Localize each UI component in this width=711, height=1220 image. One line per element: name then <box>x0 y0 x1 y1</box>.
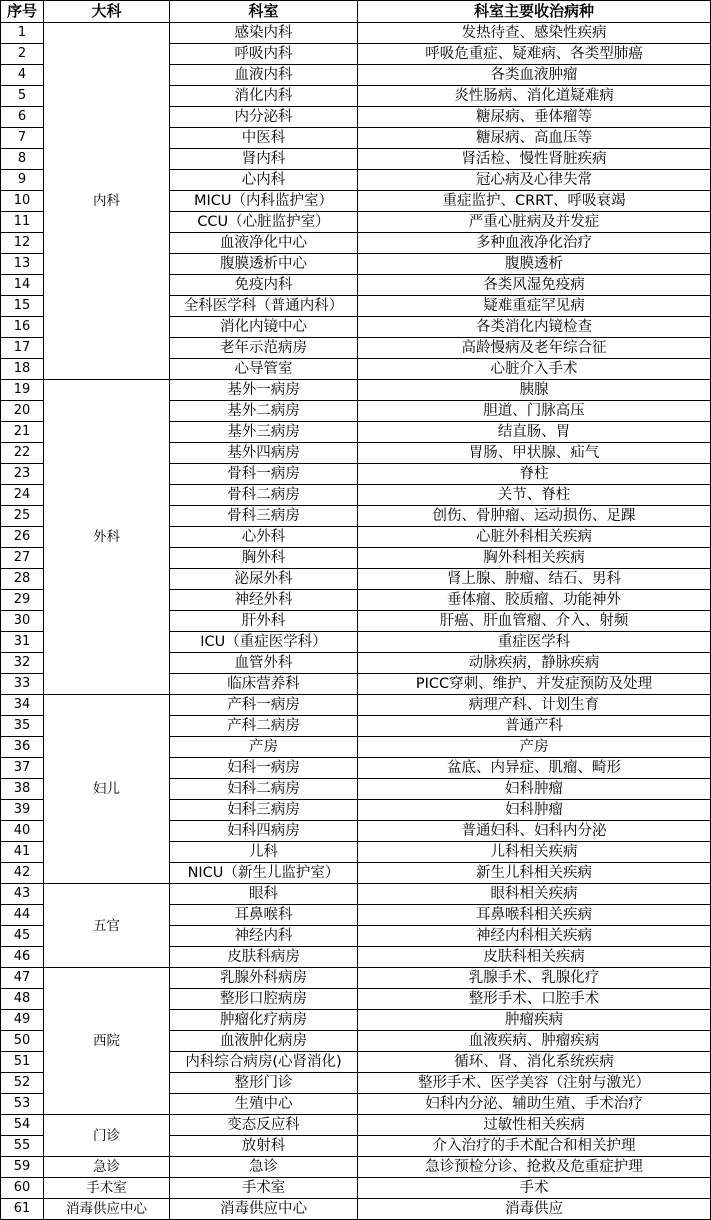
department-cell: 乳腺外科病房 <box>170 968 358 989</box>
header-index: 序号 <box>1 1 44 23</box>
diseases-cell: 胸外科相关疾病 <box>358 548 711 569</box>
department-cell: 儿科 <box>170 842 358 863</box>
diseases-cell: 各类血液肿瘤 <box>358 65 711 86</box>
department-cell: 中医科 <box>170 128 358 149</box>
diseases-cell: 结直肠、胃 <box>358 422 711 443</box>
department-cell: 临床营养科 <box>170 674 358 695</box>
row-index: 1 <box>1 23 44 44</box>
diseases-cell: 循环、肾、消化系统疾病 <box>358 1052 711 1073</box>
table-row <box>1 23 711 44</box>
department-cell: 生殖中心 <box>170 1094 358 1115</box>
diseases-cell: 冠心病及心律失常 <box>358 170 711 191</box>
row-index: 8 <box>1 149 44 170</box>
department-cell: 产科一病房 <box>170 695 358 716</box>
table-body <box>1 23 711 1220</box>
department-cell: 免疫内科 <box>170 275 358 296</box>
table-row <box>1 884 711 905</box>
diseases-cell: 腹膜透析 <box>358 254 711 275</box>
diseases-cell: 肝癌、肝血管瘤、介入、射频 <box>358 611 711 632</box>
division-cell: 西院 <box>44 968 170 1115</box>
row-index: 37 <box>1 758 44 779</box>
row-index: 33 <box>1 674 44 695</box>
department-cell: 胸外科 <box>170 548 358 569</box>
row-index: 42 <box>1 863 44 884</box>
department-cell: 骨科三病房 <box>170 506 358 527</box>
row-index: 30 <box>1 611 44 632</box>
diseases-cell: 关节、脊柱 <box>358 485 711 506</box>
row-index: 52 <box>1 1073 44 1094</box>
row-index: 18 <box>1 359 44 380</box>
department-cell: 消化内科 <box>170 86 358 107</box>
diseases-cell: 普通妇科、妇科内分泌 <box>358 821 711 842</box>
diseases-cell: 炎性肠病、消化道疑难病 <box>358 86 711 107</box>
diseases-cell: 脊柱 <box>358 464 711 485</box>
row-index: 31 <box>1 632 44 653</box>
table-row <box>1 1115 711 1136</box>
department-cell: 神经外科 <box>170 590 358 611</box>
department-cell: 肿瘤化疗病房 <box>170 1010 358 1031</box>
diseases-cell: 严重心脏病及并发症 <box>358 212 711 233</box>
diseases-cell: 各类风湿免疫病 <box>358 275 711 296</box>
diseases-cell: 肾活检、慢性肾脏疾病 <box>358 149 711 170</box>
department-cell: 全科医学科（普通内科） <box>170 296 358 317</box>
row-index: 15 <box>1 296 44 317</box>
header-department: 科室 <box>170 1 358 23</box>
diseases-cell: 垂体瘤、胶质瘤、功能神外 <box>358 590 711 611</box>
row-index: 2 <box>1 44 44 65</box>
department-cell: 心导管室 <box>170 359 358 380</box>
row-index: 43 <box>1 884 44 905</box>
department-cell: 产科二病房 <box>170 716 358 737</box>
table-row <box>1 695 711 716</box>
department-cell: MICU（内科监护室） <box>170 191 358 212</box>
row-index: 6 <box>1 107 44 128</box>
row-index: 61 <box>1 1199 44 1220</box>
diseases-cell: 各类消化内镜检查 <box>358 317 711 338</box>
department-cell: 妇科一病房 <box>170 758 358 779</box>
row-index: 40 <box>1 821 44 842</box>
division-cell: 外科 <box>44 380 170 695</box>
row-index: 50 <box>1 1031 44 1052</box>
diseases-cell: 病理产科、计划生育 <box>358 695 711 716</box>
diseases-cell: 盆底、内异症、肌瘤、畸形 <box>358 758 711 779</box>
department-cell: 血液内科 <box>170 65 358 86</box>
row-index: 29 <box>1 590 44 611</box>
diseases-cell: 妇科肿瘤 <box>358 800 711 821</box>
row-index: 32 <box>1 653 44 674</box>
department-cell: 整形门诊 <box>170 1073 358 1094</box>
department-cell: 感染内科 <box>170 23 358 44</box>
division-cell: 门诊 <box>44 1115 170 1157</box>
row-index: 21 <box>1 422 44 443</box>
row-index: 11 <box>1 212 44 233</box>
diseases-cell: 重症医学科 <box>358 632 711 653</box>
diseases-cell: 产房 <box>358 737 711 758</box>
table-row <box>1 380 711 401</box>
diseases-cell: 胃肠、甲状腺、疝气 <box>358 443 711 464</box>
department-cell: 骨科一病房 <box>170 464 358 485</box>
diseases-cell: 发热待查、感染性疾病 <box>358 23 711 44</box>
department-cell: 骨科二病房 <box>170 485 358 506</box>
diseases-cell: 血液疾病、肿瘤疾病 <box>358 1031 711 1052</box>
diseases-cell: 动脉疾病，静脉疾病 <box>358 653 711 674</box>
row-index: 38 <box>1 779 44 800</box>
department-cell: 妇科二病房 <box>170 779 358 800</box>
row-index: 28 <box>1 569 44 590</box>
division-cell: 消毒供应中心 <box>44 1199 170 1220</box>
row-index: 7 <box>1 128 44 149</box>
diseases-cell: 心脏介入手术 <box>358 359 711 380</box>
department-cell: 基外四病房 <box>170 443 358 464</box>
row-index: 46 <box>1 947 44 968</box>
department-cell: 妇科三病房 <box>170 800 358 821</box>
diseases-cell: 糖尿病、垂体瘤等 <box>358 107 711 128</box>
row-index: 25 <box>1 506 44 527</box>
diseases-cell: 疑难重症罕见病 <box>358 296 711 317</box>
department-cell: 产房 <box>170 737 358 758</box>
row-index: 60 <box>1 1178 44 1199</box>
department-cell: 皮肤科病房 <box>170 947 358 968</box>
header-row <box>1 1 711 23</box>
table-row <box>1 1199 711 1220</box>
department-cell: 消化内镜中心 <box>170 317 358 338</box>
diseases-cell: 肿瘤疾病 <box>358 1010 711 1031</box>
diseases-cell: 整形手术、口腔手术 <box>358 989 711 1010</box>
table-row <box>1 1157 711 1178</box>
diseases-cell: 儿科相关疾病 <box>358 842 711 863</box>
diseases-cell: 神经内科相关疾病 <box>358 926 711 947</box>
department-cell: 基外三病房 <box>170 422 358 443</box>
row-index: 39 <box>1 800 44 821</box>
diseases-cell: 高龄慢病及老年综合征 <box>358 338 711 359</box>
department-cell: 变态反应科 <box>170 1115 358 1136</box>
row-index: 34 <box>1 695 44 716</box>
department-cell: ICU（重症医学科） <box>170 632 358 653</box>
diseases-cell: 过敏性相关疾病 <box>358 1115 711 1136</box>
row-index: 49 <box>1 1010 44 1031</box>
department-cell: 手术室 <box>170 1178 358 1199</box>
department-cell: 整形口腔病房 <box>170 989 358 1010</box>
diseases-cell: 急诊预检分诊、抢救及危重症护理 <box>358 1157 711 1178</box>
department-cell: 基外一病房 <box>170 380 358 401</box>
diseases-cell: 心脏外科相关疾病 <box>358 527 711 548</box>
department-cell: 血液净化中心 <box>170 233 358 254</box>
row-index: 26 <box>1 527 44 548</box>
row-index: 23 <box>1 464 44 485</box>
header-division: 大科 <box>44 1 170 23</box>
diseases-cell: 胆道、门脉高压 <box>358 401 711 422</box>
row-index: 22 <box>1 443 44 464</box>
diseases-cell: 胰腺 <box>358 380 711 401</box>
diseases-cell: 肾上腺、肿瘤、结石、男科 <box>358 569 711 590</box>
row-index: 44 <box>1 905 44 926</box>
division-cell: 手术室 <box>44 1178 170 1199</box>
diseases-cell: 妇科肿瘤 <box>358 779 711 800</box>
diseases-cell: 普通产科 <box>358 716 711 737</box>
department-cell: 血液肿化病房 <box>170 1031 358 1052</box>
row-index: 24 <box>1 485 44 506</box>
department-cell: 消毒供应中心 <box>170 1199 358 1220</box>
header-diseases: 科室主要收治病种 <box>358 1 711 23</box>
row-index: 27 <box>1 548 44 569</box>
row-index: 5 <box>1 86 44 107</box>
row-index: 48 <box>1 989 44 1010</box>
row-index: 41 <box>1 842 44 863</box>
department-cell: 放射科 <box>170 1136 358 1157</box>
row-index: 55 <box>1 1136 44 1157</box>
row-index: 19 <box>1 380 44 401</box>
diseases-cell: 糖尿病、高血压等 <box>358 128 711 149</box>
diseases-cell: 耳鼻喉科相关疾病 <box>358 905 711 926</box>
division-cell: 妇儿 <box>44 695 170 884</box>
department-cell: NICU（新生儿监护室） <box>170 863 358 884</box>
department-cell: 内科综合病房(心肾消化) <box>170 1052 358 1073</box>
department-cell: 心外科 <box>170 527 358 548</box>
row-index: 47 <box>1 968 44 989</box>
department-cell: 急诊 <box>170 1157 358 1178</box>
diseases-cell: 妇科内分泌、辅助生殖、手术治疗 <box>358 1094 711 1115</box>
department-cell: 妇科四病房 <box>170 821 358 842</box>
department-cell: 呼吸内科 <box>170 44 358 65</box>
diseases-cell: PICC穿刺、维护、并发症预防及处理 <box>358 674 711 695</box>
row-index: 13 <box>1 254 44 275</box>
row-index: 12 <box>1 233 44 254</box>
department-cell: 老年示范病房 <box>170 338 358 359</box>
table-row <box>1 968 711 989</box>
row-index: 53 <box>1 1094 44 1115</box>
department-cell: 基外二病房 <box>170 401 358 422</box>
department-cell: 腹膜透析中心 <box>170 254 358 275</box>
row-index: 35 <box>1 716 44 737</box>
diseases-cell: 介入治疗的手术配合和相关护理 <box>358 1136 711 1157</box>
row-index: 9 <box>1 170 44 191</box>
department-cell: 肾内科 <box>170 149 358 170</box>
division-cell: 急诊 <box>44 1157 170 1178</box>
row-index: 10 <box>1 191 44 212</box>
diseases-cell: 乳腺手术、乳腺化疗 <box>358 968 711 989</box>
row-index: 59 <box>1 1157 44 1178</box>
department-cell: 心内科 <box>170 170 358 191</box>
department-cell: 神经内科 <box>170 926 358 947</box>
diseases-cell: 整形手术、医学美容（注射与激光） <box>358 1073 711 1094</box>
row-index: 17 <box>1 338 44 359</box>
diseases-cell: 重症监护、CRRT、呼吸衰竭 <box>358 191 711 212</box>
department-cell: 肝外科 <box>170 611 358 632</box>
department-cell: 泌尿外科 <box>170 569 358 590</box>
row-index: 16 <box>1 317 44 338</box>
row-index: 20 <box>1 401 44 422</box>
table-row <box>1 1178 711 1199</box>
diseases-cell: 手术 <box>358 1178 711 1199</box>
department-cell: CCU（心脏监护室） <box>170 212 358 233</box>
diseases-cell: 新生儿科相关疾病 <box>358 863 711 884</box>
diseases-cell: 眼科相关疾病 <box>358 884 711 905</box>
diseases-cell: 消毒供应 <box>358 1199 711 1220</box>
department-cell: 耳鼻喉科 <box>170 905 358 926</box>
diseases-cell: 皮肤科相关疾病 <box>358 947 711 968</box>
division-cell: 五官 <box>44 884 170 968</box>
row-index: 54 <box>1 1115 44 1136</box>
diseases-cell: 创伤、骨肿瘤、运动损伤、足踝 <box>358 506 711 527</box>
row-index: 36 <box>1 737 44 758</box>
department-cell: 内分泌科 <box>170 107 358 128</box>
department-cell: 眼科 <box>170 884 358 905</box>
diseases-cell: 多种血液净化治疗 <box>358 233 711 254</box>
row-index: 4 <box>1 65 44 86</box>
row-index: 45 <box>1 926 44 947</box>
diseases-cell: 呼吸危重症、疑难病、各类型肺癌 <box>358 44 711 65</box>
row-index: 14 <box>1 275 44 296</box>
row-index: 51 <box>1 1052 44 1073</box>
department-cell: 血管外科 <box>170 653 358 674</box>
division-cell: 内科 <box>44 23 170 380</box>
